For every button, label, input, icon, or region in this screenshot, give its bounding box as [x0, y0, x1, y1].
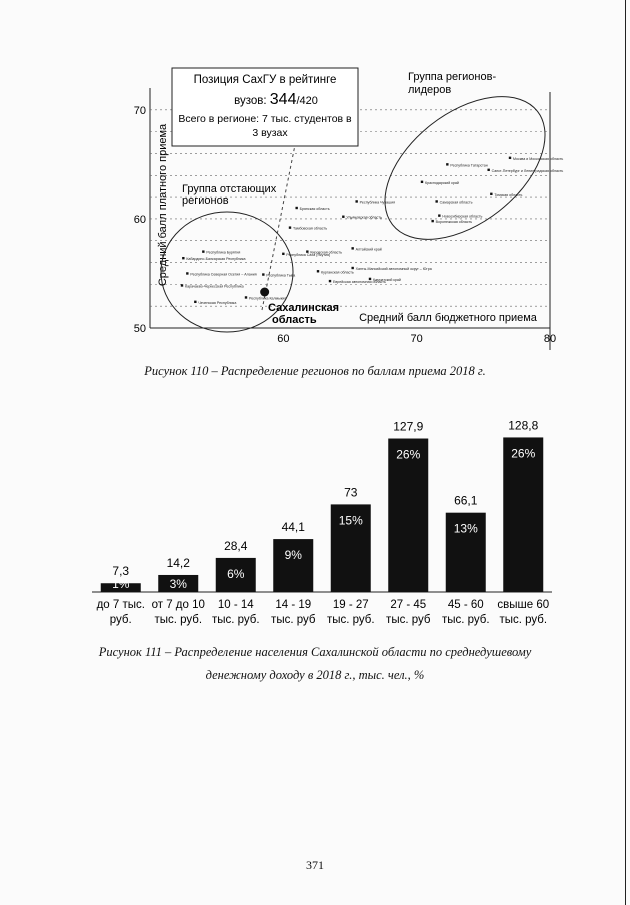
scatter-x-tick-label: 80	[543, 333, 557, 345]
bar-percent-label: 3%	[169, 577, 187, 591]
scatter-point	[421, 181, 423, 183]
infobox-universities: 3 вузах	[252, 127, 288, 139]
leaders-label-1: Группа регионов-	[408, 71, 497, 83]
scatter-point-label: Томская область	[494, 192, 523, 197]
infobox-students: Всего в регионе: 7 тыс. студентов в	[178, 113, 352, 125]
sakhalin-marker	[260, 288, 269, 297]
sakhalin-label-2: область	[272, 314, 317, 326]
scatter-ylabel: Средний балл платного приема	[157, 123, 169, 287]
leaders-label-2: лидеров	[408, 84, 452, 96]
scatter-point-label: Республика Калмыкия	[249, 296, 287, 301]
scatter-point	[194, 301, 196, 303]
bar-category-label: тыс. руб.	[211, 614, 260, 626]
bar-value-label: 7,3	[112, 564, 130, 579]
scatter-point	[289, 226, 291, 228]
figure-110-caption: Рисунок 110 – Распределение регионов по баллам приема 2018 г.	[144, 364, 486, 378]
bar-percent-label: 1%	[112, 577, 130, 591]
page-number: 371	[306, 858, 324, 872]
scatter-point	[245, 296, 247, 298]
scatter-point	[490, 193, 492, 195]
laggards-label-2: регионов	[182, 195, 229, 207]
scatter-point	[487, 169, 489, 171]
bar-category-label: 10 - 14	[217, 599, 254, 611]
bar-percent-label: 26%	[396, 447, 421, 462]
scatter-point-label: Чеченская Республика	[198, 300, 237, 305]
scatter-point-label: Тамбовская область	[293, 226, 328, 231]
bar-category-label: 14 - 19	[275, 599, 312, 611]
scatter-point-label: Санкт-Петербург и Ленинградская область	[491, 168, 564, 173]
trend-line	[262, 130, 298, 310]
scatter-point-label: Воронежская область	[435, 220, 473, 225]
scatter-point	[342, 216, 344, 218]
scatter-point-label: Алтайский край	[355, 247, 382, 252]
bar-category-label: руб.	[109, 614, 132, 626]
scatter-point	[509, 157, 511, 159]
bar-value-label: 127,9	[393, 419, 424, 434]
bar-value-label: 14,2	[166, 555, 190, 570]
scatter-point	[329, 280, 331, 282]
scatter-point-label: Республика Саха (Якутия)	[286, 252, 331, 257]
bar-category-label: 27 - 45	[390, 599, 427, 611]
scatter-point	[355, 200, 357, 202]
scatter-point-label: Кабардино-Балкарская Республика	[186, 257, 246, 262]
scatter-point-label: Республика Бурятия	[206, 250, 241, 255]
scatter-y-tick-label: 60	[133, 213, 146, 226]
bar-value-label: 128,8	[508, 418, 539, 433]
scatter-point-label: Кировская область	[310, 250, 343, 255]
scatter-point	[431, 220, 433, 222]
scatter-point	[317, 270, 319, 272]
bar	[503, 437, 543, 592]
scatter-point-label: Республика Татарстан	[450, 163, 488, 168]
bar-category-label: до 7 тыс.	[96, 599, 145, 611]
scatter-point	[186, 272, 188, 274]
bar-category-label: 45 - 60	[447, 599, 484, 611]
bar-category-label: тыс. руб.	[499, 614, 548, 626]
scatter-point-label: Ульяновская область	[346, 215, 382, 220]
bar	[388, 439, 428, 592]
bar-percent-label: 6%	[227, 566, 245, 581]
infobox-title: Позиция СахГУ в рейтинге	[193, 74, 337, 86]
scatter-point-label: Курганская область	[321, 270, 354, 275]
bar-value-label: 28,4	[224, 538, 248, 553]
figure-111-caption-line2: денежному доходу в 2018 г., тыс. чел., %	[205, 668, 425, 682]
bar-category-label: тыс. руб.	[154, 614, 203, 626]
scatter-point-label: Новосибирская область	[442, 214, 483, 219]
scatter-point	[351, 267, 353, 269]
scatter-point-label: Ханты-Мансийский автономный округ – Югра	[355, 267, 432, 271]
bar-category-label: свыше 60	[497, 599, 550, 611]
scatter-point	[435, 200, 437, 202]
bar-percent-label: 26%	[511, 446, 536, 461]
scatter-xlabel: Средний балл бюджетного приема	[359, 312, 537, 324]
scatter-point-label: Самарская область	[439, 200, 473, 205]
scatter-point-label: Москва и Московская область	[513, 156, 564, 161]
laggards-label-1: Группа отстающих	[182, 183, 277, 195]
scatter-point-label: Республика Чувашия	[359, 200, 396, 205]
scatter-point-label: Республика Тыва	[266, 273, 296, 278]
scatter-point	[181, 284, 183, 286]
scatter-point-label: Камчатский край	[373, 277, 401, 282]
bar-percent-label: 13%	[453, 521, 478, 536]
scatter-point-label: Карачаево-Черкесская Республика	[185, 284, 244, 289]
scatter-point	[182, 257, 184, 259]
figure-111-caption-line1: Рисунок 111 – Распределение населения Сахалинской области по среднедушевому	[98, 645, 532, 659]
scatter-x-tick-label: 70	[410, 333, 423, 345]
scatter-point	[262, 273, 264, 275]
scatter-point-label: Республика Северная Осетия – Алания	[190, 272, 257, 277]
scatter-chart	[134, 68, 572, 350]
scatter-point	[369, 278, 371, 280]
bar-percent-label: 9%	[284, 548, 302, 563]
bar-value-label: 44,1	[281, 520, 305, 535]
bar-percent-label: 15%	[338, 513, 363, 528]
scatter-point-label: Еврейская автономная область	[333, 280, 386, 285]
bar-chart	[92, 418, 552, 626]
scatter-point	[351, 247, 353, 249]
scatter-point-label: Краснодарский край	[425, 180, 459, 185]
bar	[273, 539, 313, 592]
bar-category-label: 19 - 27	[332, 599, 369, 611]
scatter-point	[295, 207, 297, 209]
scatter-point-label: Брянская область	[299, 207, 330, 211]
scatter-point	[202, 250, 204, 252]
infobox-rank-line: вузов: 344/420	[234, 91, 318, 108]
scatter-point	[282, 253, 284, 255]
bar-category-label: тыс. руб.	[326, 614, 375, 626]
scatter-y-tick-label: 70	[133, 104, 146, 117]
scatter-point	[446, 163, 448, 165]
bar-category-label: тыс. руб.	[441, 614, 490, 626]
bar-category-label: от 7 до 10	[151, 599, 205, 611]
bar-category-label: тыс. руб	[386, 614, 431, 626]
bar-value-label: 66,1	[454, 493, 478, 508]
bar-category-label: тыс. руб	[271, 614, 316, 626]
scatter-x-tick-label: 60	[277, 333, 290, 345]
scatter-y-tick-label: 50	[133, 323, 146, 335]
bar-value-label: 73	[344, 485, 358, 500]
sakhalin-label-1: Сахалинская	[268, 302, 339, 314]
scatter-point	[438, 214, 440, 216]
